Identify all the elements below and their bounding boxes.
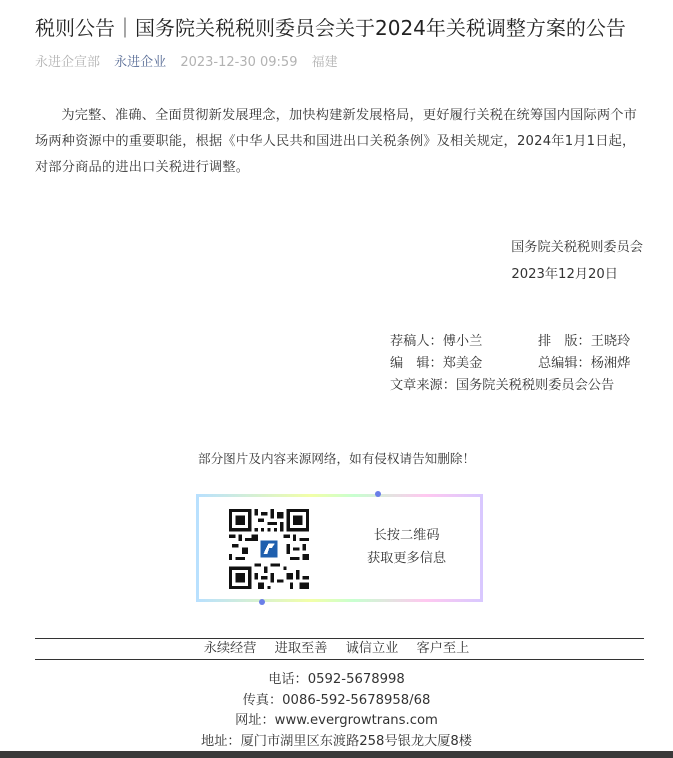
signature-block [393,234,643,288]
credit-editor: 编 辑：郑美金 [390,356,483,371]
footer-slogans [0,640,673,658]
credit-source: 文章来源：国务院关税税则委员会公告 [390,378,615,393]
contact-address: 地址：厦门市湖里区东渡路258号银龙大厦8楼 [201,733,472,749]
slogan-item: 客户至上 [416,641,470,656]
contact-fax: 传真：0086-592-5678958/68 [242,692,431,708]
border-dot-top [375,491,381,497]
publish-location: 福建 [311,55,338,70]
credit-chief-editor: 总编辑：杨湘烨 [538,356,631,371]
article-body: 为完整、准确、全面贯彻新发展理念，加快构建新发展格局，更好履行关税在统筹国内国际两个市场两种资源中的重要职能，根据《中华人民共和国进出口关税条例》及相关规定，2024年1月1日起，对部分商品的进出口关税进行调整。 [35,108,638,175]
qr-caption [367,524,446,570]
footer-divider-top [35,638,644,639]
credit-recommender: 荐稿人：傅小兰 [390,334,483,349]
slogan-item: 诚信立业 [345,641,399,656]
copyright-disclaimer: 部分图片及内容来源网络，如有侵权请告知删除！ [197,451,476,466]
article-meta [35,54,348,72]
contact-website[interactable]: 网址：www.evergrowtrans.com [235,713,438,728]
border-dot-bottom [259,599,265,605]
publish-time: 2023-12-30 09:59 [180,55,298,70]
slogan-item: 进取至善 [274,641,328,656]
qr-caption-line2: 获取更多信息 [367,551,447,566]
slogan-item: 永续经营 [203,641,257,656]
author-name: 永进企宣部 [35,55,101,70]
contact-phone: 电话：0592-5678998 [268,672,405,687]
article-title: 税则公告｜国务院关税税则委员会关于2024年关税调整方案的公告 [35,16,626,40]
credit-layout: 排 版：王晓玲 [538,334,631,349]
credits-block [390,331,650,397]
signature-org: 国务院关税税则委员会 [511,240,643,255]
account-link[interactable]: 永进企业 [114,55,167,70]
contact-info [0,670,673,752]
qr-caption-line1: 长按二维码 [373,528,440,543]
signature-date: 2023年12月20日 [511,267,618,282]
bottom-bar [0,751,673,758]
qr-card[interactable] [196,494,483,602]
footer-divider-bottom [35,659,644,660]
qr-code-icon[interactable] [229,509,309,589]
